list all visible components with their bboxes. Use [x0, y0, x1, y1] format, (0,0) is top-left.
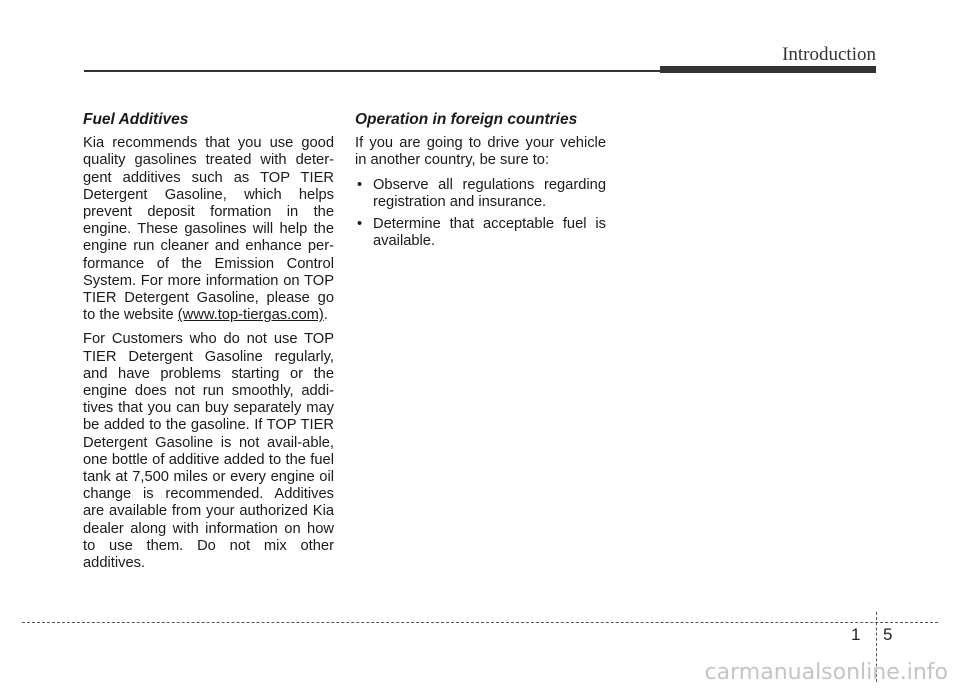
list-item-text: Determine that acceptable fuel is available.	[373, 216, 606, 250]
fuel-additives-paragraph-1	[83, 135, 334, 324]
list-item	[355, 177, 606, 211]
page-number: 5	[883, 625, 893, 644]
left-column	[83, 111, 334, 579]
list-item-text: Observe all regulations regarding registration and insurance.	[373, 176, 606, 210]
fuel-additives-paragraph-2: For Customers who do not use TOP TIER Detergent Gasoline regularly, and have problems starting or the engine does not run smoothly, addi-tives that you can buy separately may be added to the gasoline. If TOP TIER Detergent Gasoline is not avail-able, one bottle of additive added to the fuel tank at 7,500 miles or every engine oil change is recommended. Additives are available from your authorized Kia dealer along with information on how to use them. Do not mix other additives.	[83, 331, 334, 572]
bullet-icon: •	[357, 176, 363, 193]
right-column	[355, 111, 606, 255]
bullet-icon: •	[357, 216, 363, 233]
paragraph-1-end: .	[323, 307, 328, 324]
toptier-website-link[interactable]: (www.top-tiergas.com)	[177, 307, 324, 324]
header-rule-thin	[84, 70, 660, 72]
foreign-countries-heading: Operation in foreign countries	[355, 111, 578, 128]
list-item	[355, 216, 606, 250]
section-title: Introduction	[782, 44, 876, 65]
fuel-additives-heading: Fuel Additives	[83, 111, 189, 128]
watermark-text: carmanualsonline.info	[704, 660, 948, 685]
chapter-number: 1	[851, 625, 861, 644]
foreign-countries-list	[355, 177, 606, 251]
footer-dashed-line	[22, 622, 938, 623]
paragraph-1-text: Kia recommends that you use good quality gasolines treated with deter-gent additives such as TOP TIER Detergent Gasoline, which helps prevent deposit formation in the engine. These gasolines will help the engine run cleaner and enhance per-formance of the Emission Control System. For more information on TOP TIER Detergent Gasoline, please go to the website	[83, 135, 334, 324]
header-rule-thick	[660, 66, 876, 73]
foreign-countries-intro: If you are going to drive your vehicle in another country, be sure to:	[355, 135, 606, 169]
